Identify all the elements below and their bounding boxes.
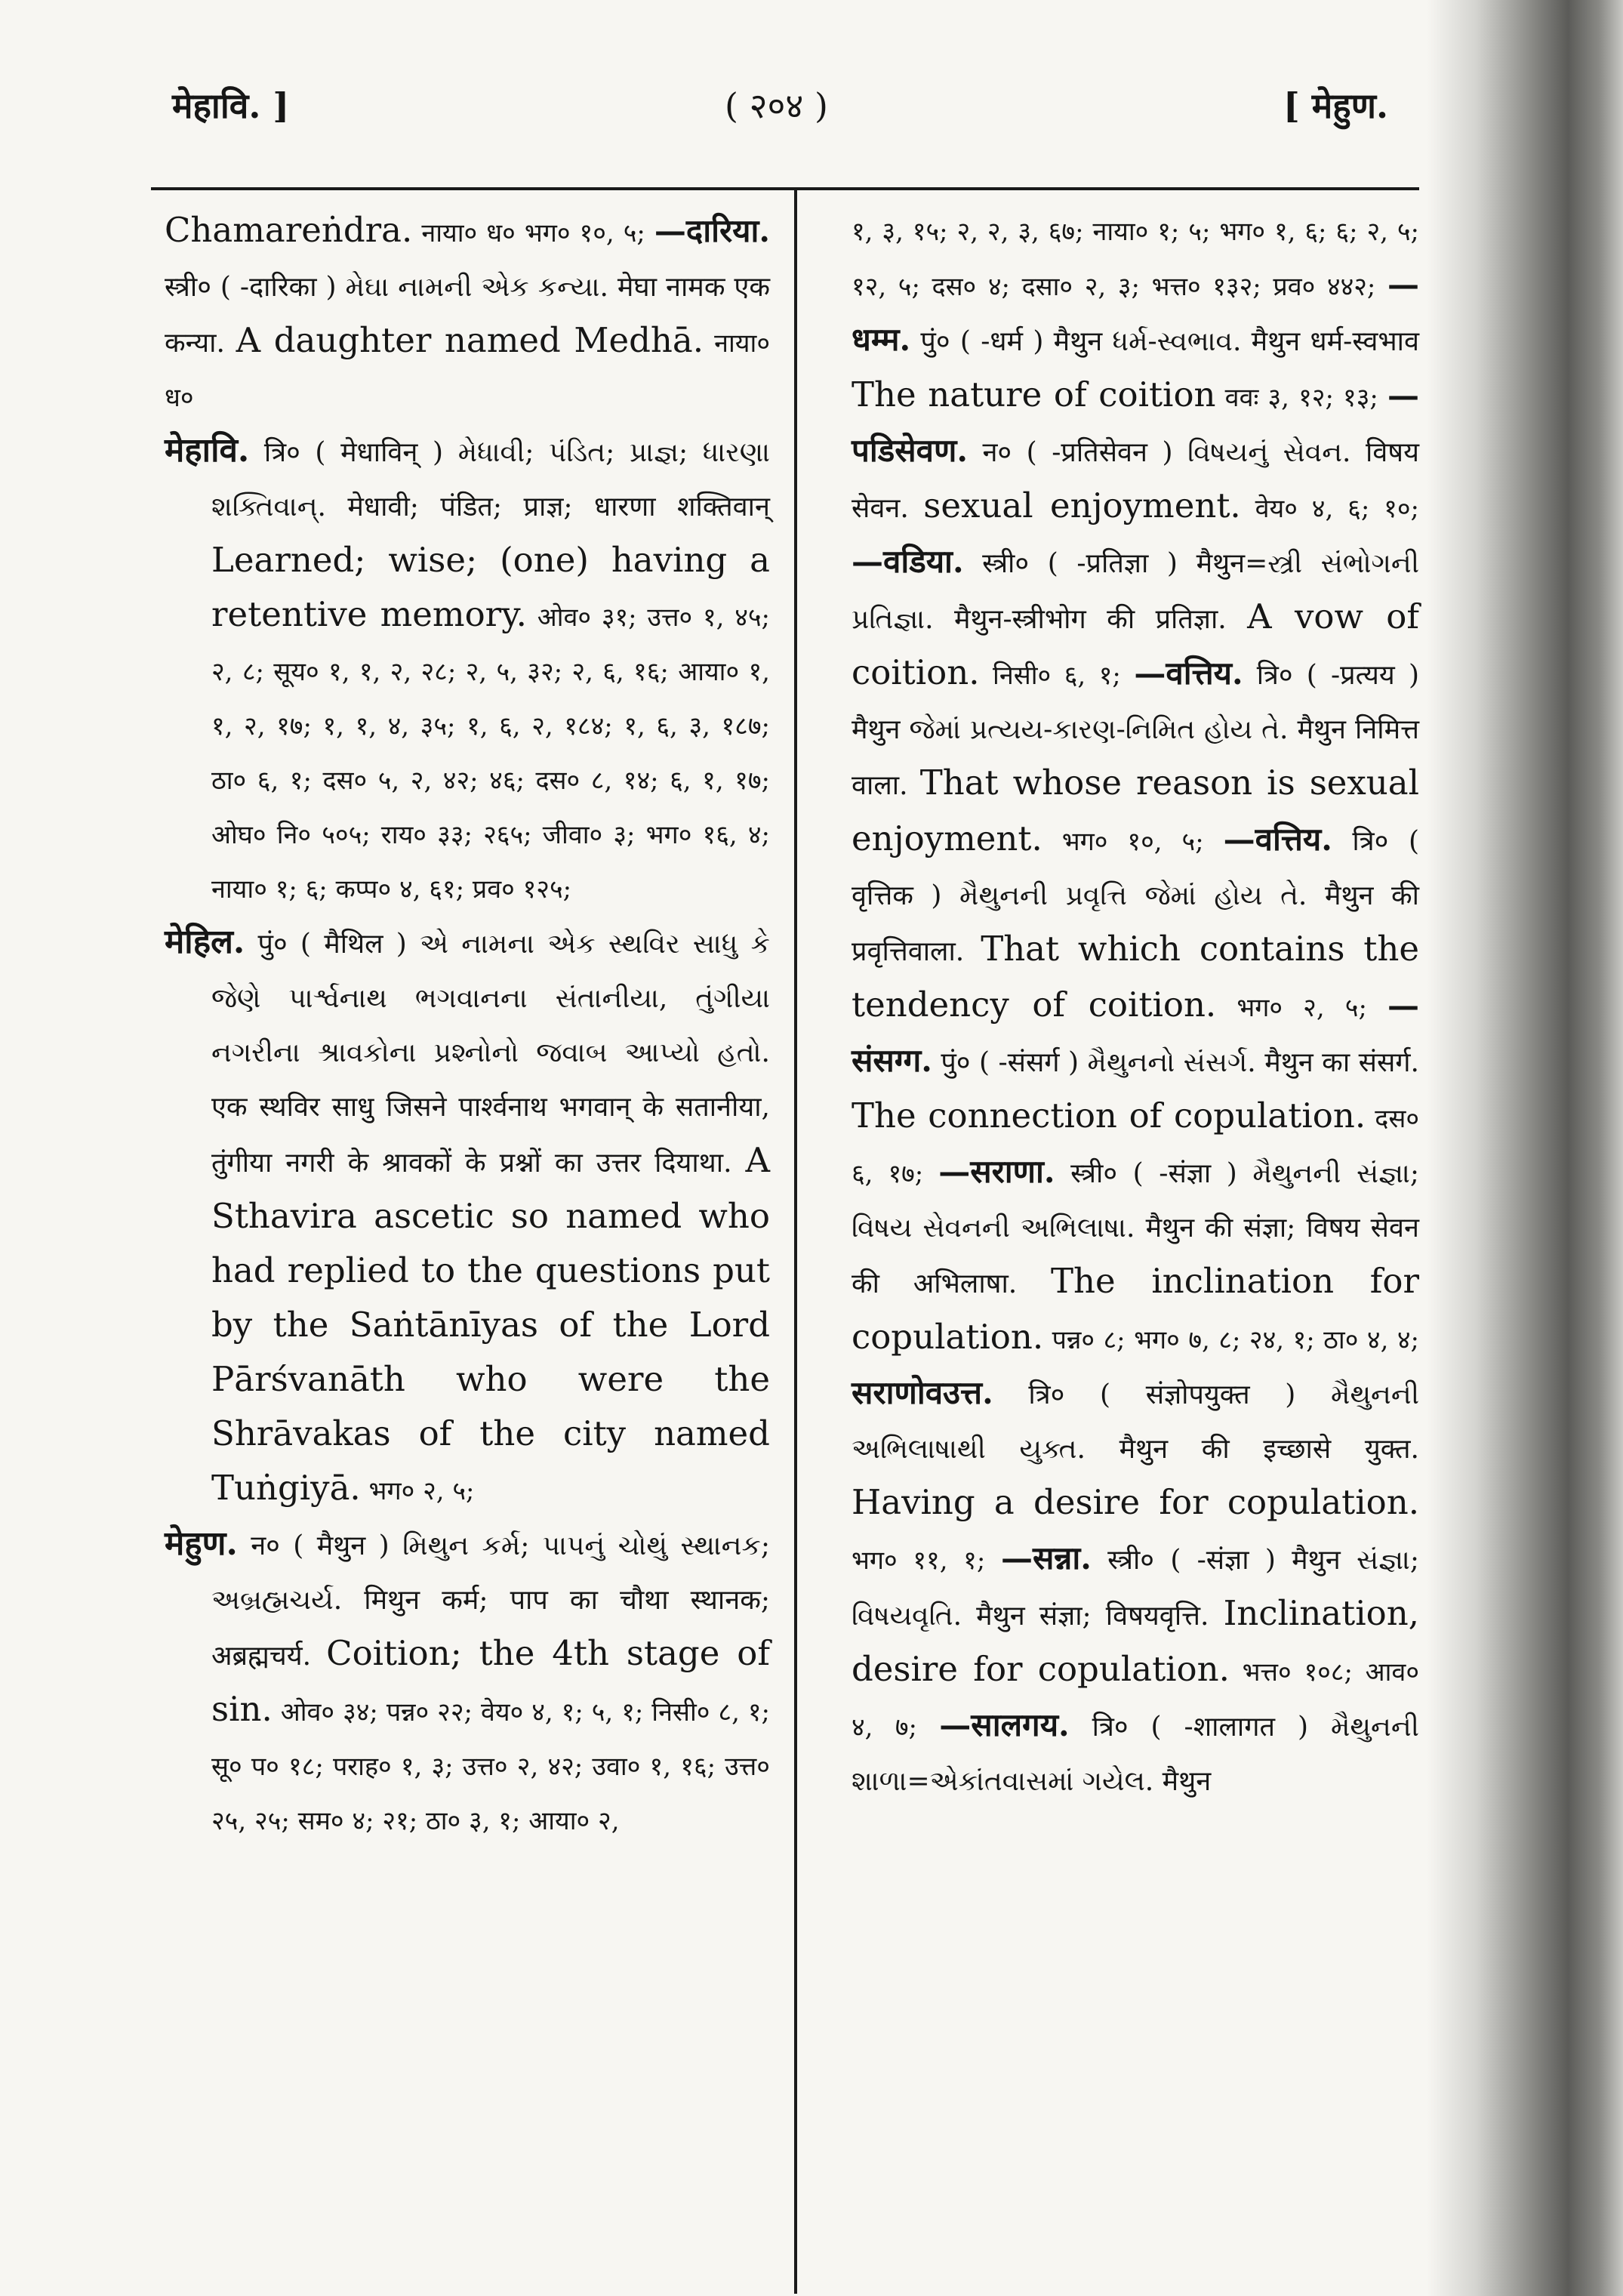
entry-gloss: त्रि० ( वृत्तिक ) મૈથુનની પ્રવૃત્તિ જેમાં હોય તે. मैथुन की प्रवृत्तिवाला. bbox=[852, 826, 1419, 967]
english-definition: A Sthavira ascetic so named who had replied to the questions put by the Saṅtānīyas of the Lord Pārśvanāth who were the Shrāvakas of the city named Tuṅgiyā. bbox=[211, 1140, 770, 1508]
left-column bbox=[165, 204, 770, 1848]
entry-headword: मेहावि. bbox=[165, 431, 250, 470]
header-left-guideword: मेहावि. ] bbox=[172, 85, 290, 126]
citation-references: ओव० ३१; उत्त० १, ४५; २, ८; सूय० १, १, २, २८; २, ५, ३२; २, ६, १६; आया० १, १, २, १७; १, १, ४, ३५; १, ६, २, १८४; १, ६, ३, १८७; ठा० ६, १; दस० ५, २, ४२; ४६; दस० ८, १४; ६, १, १७; ओघ० नि० ५०५; राय० ३३; २६५; जीवा० ३; भग० १६, ४; नाया० १; ६; कप्प० ४, ६१; प्रव० १२५; bbox=[211, 603, 771, 905]
entry-gloss: पुं० ( मैथिल ) એ નામના એક સ્થવિર સાધુ કે જેણે પાર્શ્વનાથ ભગવાનના સંતાનીયા, તુંગીયા નગરીના શ્રાવકોના પ્રશ્નોનો જવાબ આપ્યો હતો. एक स्थविर साधु जिसने पार्श्वनाथ भगवान् के सतानीया, तुंगीया नगरी के श्रावकों के प्रश्नों का उत्तर दियाथा. bbox=[211, 929, 770, 1179]
entry-gloss: न० ( मैथुन ) મિથુન કર્મ; પાપનું ચોથું સ્થાનક; અબ્રહ્મચર્ય. मिथुन कर्म; पाप का चौथा स्थानक; अब्रह्मचर्य. bbox=[211, 1530, 770, 1672]
citation-references: भग० १०, ५; bbox=[1042, 827, 1224, 857]
entry-gloss: त्रि० ( मेधाविन् ) મેધાવી; પંડિત; પ્રાજ્ઞ; ધારણા શક્તિવાન્. मेधावी; पंडित; प्राज्ञ; धारणा शक्तिवान् bbox=[211, 437, 770, 522]
right-column bbox=[852, 204, 1419, 1808]
english-definition: A daughter named Medhā. bbox=[236, 320, 704, 360]
entry-gloss: स्त्री० ( -प्रतिज्ञा ) मैथुन=સ્ત્રી સંભોગની પ્રતિજ્ઞા. मैथुन-स्त्रीभोग की प्रतिज्ञा. bbox=[852, 548, 1419, 635]
citation-references: वेय० ४, ६; १०; bbox=[1240, 494, 1419, 524]
entry-gloss: त्रि० ( -प्रत्यय ) मैथुन જેમાં પ્રત્યય-કારણ-નિમિત હોય તે. मैथुन निमित्त वाला. bbox=[852, 660, 1419, 801]
subentry-headword: —धम्म. bbox=[852, 266, 1419, 358]
subentry-headword: —वत्तिय. bbox=[1134, 655, 1243, 692]
english-definition: Chamareṅdra. bbox=[165, 210, 413, 250]
subentry-headword: —वत्तिय. bbox=[1223, 821, 1332, 858]
entry-gloss: स्त्री० ( -दारिका ) મેઘા નામની એક કન્યા. मेघा नामक एक कन्या. bbox=[165, 272, 770, 359]
english-definition: Coition; the 4th stage of sin. bbox=[211, 1633, 770, 1729]
page-gutter-shadow bbox=[1427, 0, 1623, 2296]
dictionary-entry bbox=[165, 916, 770, 1518]
entry-continuation bbox=[852, 204, 1419, 1808]
entry-gloss: पुं० ( -संसर्ग ) મૈથુનનો સંસર્ગ. मैथुन का संसर्ग. bbox=[932, 1047, 1419, 1078]
english-definition: That whose reason is sexual enjoyment. bbox=[852, 763, 1419, 858]
citation-references: १, ३, १५; २, २, ३, ६७; नाया० १; ५; भग० १, ६; ६; २, ५; १२, ५; दस० ४; दसा० २, ३; भत्त० १३२; प्रव० ४४२; bbox=[852, 217, 1419, 302]
subentry-headword: —सालगय. bbox=[939, 1706, 1070, 1743]
header-right-guideword: [ मेहुण. bbox=[1283, 85, 1388, 126]
dictionary-entry bbox=[165, 1518, 770, 1848]
english-definition: Inclination, desire for copulation. bbox=[852, 1593, 1419, 1689]
entry-headword: मेहुण. bbox=[165, 1524, 238, 1563]
citation-references: ओव० ३४; पन्न० २२; वेय० ४, १; ५, १; निसी० ८, १; सू० प० १८; पराह० १, ३; उत्त० २, ४२; उवा० १, १६; उत्त० २५, २५; सम० ४; २१; ठा० ३, १; आया० २, bbox=[211, 1697, 770, 1836]
citation-references: ववः ३, १२; १३; bbox=[1215, 383, 1387, 413]
entry-gloss: त्रि० ( -शालागत ) મૈથુનની શાળા=એકાંતવાસમાં ગયેલ. मैथुन bbox=[852, 1712, 1419, 1797]
english-definition: The nature of coition bbox=[852, 374, 1216, 415]
citation-references: नाया० ध० bbox=[165, 328, 771, 413]
citation-references: भग० २, ५; bbox=[360, 1476, 475, 1506]
entry-gloss: स्त्री० ( -संज्ञा ) મૈથુનની સંજ્ઞા; વિષય સેવનની અભિલાષા. मैथुन की संज्ञा; विषय सेवन की अभिलाषा. bbox=[852, 1158, 1419, 1299]
entry-gloss: न० ( -प्रतिसेवन ) વિષયનું સેવન. विषय सेवन. bbox=[852, 437, 1419, 524]
page-header bbox=[0, 82, 1434, 149]
citation-references: भग० २, ५; bbox=[1216, 993, 1387, 1023]
entry-gloss: त्रि० ( संज्ञोपयुक्त ) મૈથુનની અભિલાષાથી યુક્ત. मैथुन की इच्छासे युक्त. bbox=[852, 1379, 1419, 1465]
english-definition: sexual enjoyment. bbox=[923, 485, 1241, 525]
header-rule bbox=[151, 187, 1419, 190]
entry-headword: मेहिल. bbox=[165, 923, 245, 961]
citation-references: दस० ६, १७; bbox=[852, 1104, 1419, 1189]
entry-continuation bbox=[165, 204, 770, 424]
citation-references: भत्त० १०८; आव० ४, ७; bbox=[852, 1657, 1419, 1743]
citation-references: नाया० ध० भग० १०, ५; bbox=[412, 218, 654, 248]
english-definition: The inclination for copulation. bbox=[852, 1261, 1419, 1357]
english-definition: A vow of coition. bbox=[852, 596, 1420, 692]
dictionary-entry bbox=[165, 424, 770, 916]
english-definition: Having a desire for copulation. bbox=[852, 1482, 1419, 1522]
subentry-headword: —दारिया. bbox=[654, 212, 770, 249]
subentry-headword: —वडिया. bbox=[852, 543, 964, 580]
english-definition: Learned; wise; (one) having a retentive memory. bbox=[211, 540, 770, 634]
page-number: ( २०४ ) bbox=[725, 85, 828, 126]
citation-references: निसी० ६, १; bbox=[979, 661, 1135, 691]
subentry-headword: —संसग्ग. bbox=[852, 987, 1419, 1079]
english-definition: That which contains the tendency of coition. bbox=[852, 929, 1419, 1025]
citation-references: पन्न० ८; भग० ७, ८; २४, १; ठा० ४, ४; bbox=[1043, 1325, 1419, 1355]
subentry-headword: —पडिसेवण. bbox=[852, 377, 1419, 469]
column-divider bbox=[794, 187, 797, 2294]
entry-gloss: स्त्री० ( -संज्ञा ) मैथुन સંજ્ઞા; વિષયવૃતિ. मैथुन संज्ञा; विषयवृत्ति. bbox=[852, 1545, 1420, 1632]
subentry-headword: —सराणा. bbox=[938, 1153, 1055, 1190]
subentry-headword: सराणोवउत्त. bbox=[852, 1374, 993, 1411]
subentry-headword: —सन्ना. bbox=[1000, 1539, 1092, 1576]
entry-gloss: पुं० ( -धर्म ) मैथुन ધર્મ-સ્વભાવ. मैथुन धर्म-स्वभाव bbox=[910, 326, 1419, 357]
citation-references: भग० ११, १; bbox=[852, 1546, 1001, 1576]
english-definition: The connection of copulation. bbox=[852, 1096, 1366, 1136]
